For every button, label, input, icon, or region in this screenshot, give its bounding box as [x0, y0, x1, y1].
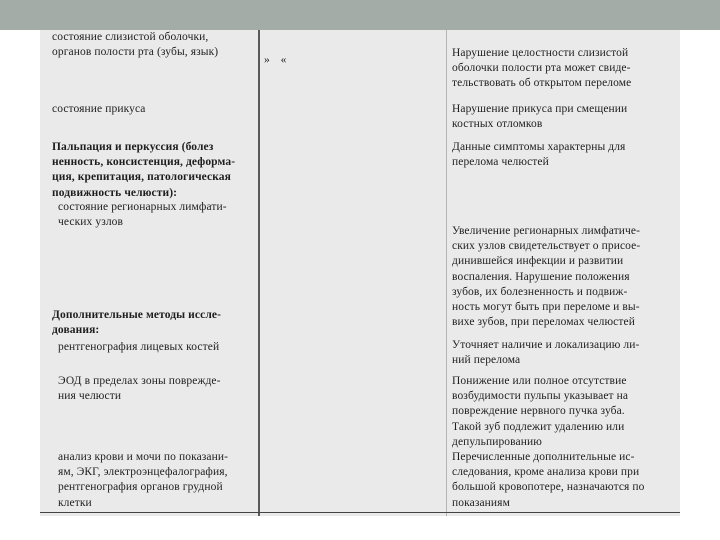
- column-divider-right: [446, 30, 447, 516]
- table-cell-left-row-4: состояние регионарных лимфати- ческих узлов: [58, 201, 227, 229]
- table-cell-right-row-3: Данные симптомы характерны для перелома челюстей: [452, 141, 626, 169]
- table-cell-left-row-6: рентгенография лицевых костей: [58, 341, 220, 353]
- table-cell-left-row-2: состояние прикуса: [52, 103, 146, 115]
- table-cell-right-row-7: Понижение или полное отсутствие возбудимости пульпы указывает на повреждение нервного пучка зуба. Такой зуб подлежит удалению или депульпированию: [452, 375, 629, 448]
- table-cell-right-row-4: Увеличение регионарных лимфатиче- ских узлов свидетельствует о присое- динившейся инфекции и развитии воспаления. Нарушение положения зубов, их болезненность и подвиж- ность могут быть при переломе и вы- вихе зубов, при переломах челюстей: [452, 225, 641, 329]
- table-cell-right-row-8: Перечисленные дополнительные ис- следования, кроме анализа крови при большой кровопотере, назначаются по показаниям: [452, 451, 645, 509]
- top-banner: [0, 0, 720, 30]
- scanned-table-page: [40, 30, 680, 516]
- column-divider-left: [258, 30, 260, 516]
- table-cell-left-row-8: анализ крови и мочи по показани- ям, ЭКГ, электроэнцефалография, рентгенография органов грудной клетки: [58, 451, 229, 509]
- table-cell-left-row-5: Дополнительные методы иссле- дования:: [52, 309, 222, 337]
- table-bottom-rule: [40, 512, 680, 513]
- table-cell-right-row-1: Нарушение целостности слизистой оболочки полости рта может свиде- тельствовать об открытом переломе: [452, 47, 632, 90]
- table-cell-left-row-1: состояние слизистой оболочки, органов полости рта (зубы, язык): [52, 31, 219, 59]
- table-cell-right-row-6: Уточняет наличие и локализацию ли- ний перелома: [452, 339, 640, 367]
- table-cell-left-row-7: ЭОД в пределах зоны поврежде- ния челюсти: [58, 375, 221, 403]
- table-cell-left-row-3: Пальпация и перкуссия (болез ненность, консистенция, деформа- ция, крепитация, патологическая подвижность челюсти):: [52, 141, 236, 199]
- ditto-marks: » «: [264, 54, 287, 66]
- table-cell-right-row-2: Нарушение прикуса при смещении костных отломков: [452, 103, 628, 131]
